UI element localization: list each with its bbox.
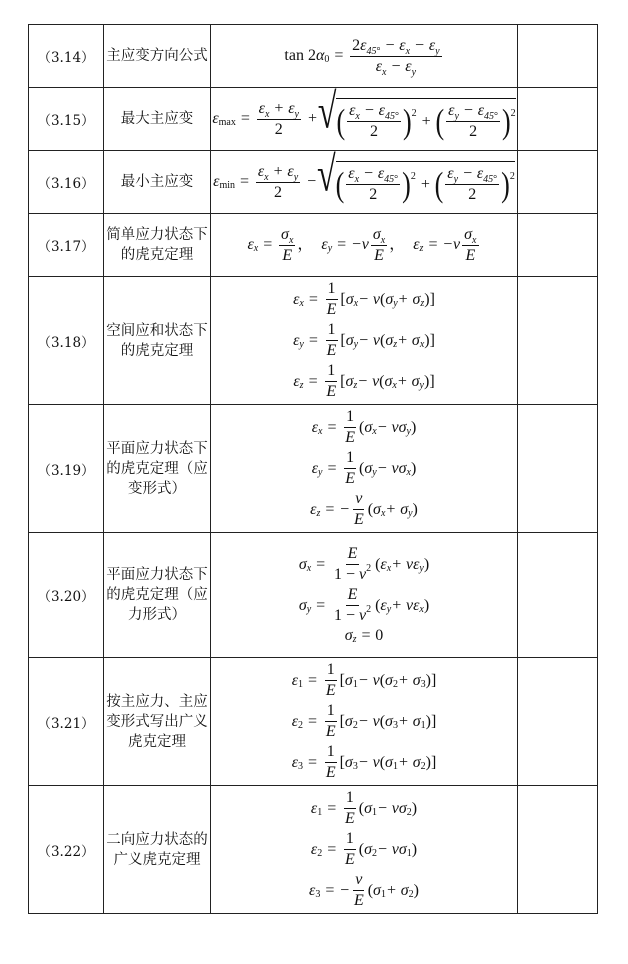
table-row — [29, 405, 598, 533]
table-row — [29, 277, 598, 405]
formula-simple-hooke: ε x = $\frac{\sigma_x}{E}$ ， ε y = −ν $\frac{\sigma_x}{E}$ ， ε z = −ν $\frac{\sigma_x}{E}$ — [211, 214, 518, 277]
formula-spatial-hooke: ε x = $\frac{1}{E}$ [ σ x − ν ( σ y + σ z )] ε y = $\frac{1}{E}$ [ σ y − ν ( σ z + σ x )] ε z = $\frac{1}{E}$ [ σ z − ν ( σ x + σ y )] — [211, 277, 518, 405]
table-row — [29, 533, 598, 658]
equation-number: （3.20） — [29, 533, 104, 658]
table-row — [29, 25, 598, 88]
note-cell — [518, 533, 598, 658]
equation-number: （3.19） — [29, 405, 104, 533]
equation-name: 主应变方向公式 — [104, 25, 211, 88]
equation-name: 最大主应变 — [104, 88, 211, 151]
formula-table — [28, 24, 598, 914]
equation-name: 二向应力状态的广义虎克定理 — [104, 786, 211, 914]
note-cell — [518, 786, 598, 914]
formula-min-principal-strain: ε min = $\frac{\varepsilon_x + \varepsilon_y}{2}$ − √ ( $\frac{\varepsilon_x - \varepsilon_{45^\circ}}{2}$ ) 2 + ( $\frac{\varepsilon_y - \varepsilon_{45^\circ}}{2}$ ) 2 — [211, 151, 518, 214]
equation-name: 简单应力状态下的虎克定理 — [104, 214, 211, 277]
equation-number: （3.17） — [29, 214, 104, 277]
formula-principal-strain-direction: tan 2 α 0 = $\frac{2\varepsilon_{45^\circ} - \varepsilon_x - \varepsilon_y}{\varepsilon_x - \varepsilon_y}$ — [211, 25, 518, 88]
table-row — [29, 658, 598, 786]
note-cell — [518, 405, 598, 533]
formula-max-principal-strain: ε max = $\frac{\varepsilon_x + \varepsilon_y}{2}$ + √ ( $\frac{\varepsilon_x - \varepsilon_{45^\circ}}{2}$ ) 2 + ( $\frac{\varepsilon_y - \varepsilon_{45^\circ}}{2}$ ) 2 — [211, 88, 518, 151]
table-row — [29, 214, 598, 277]
note-cell — [518, 151, 598, 214]
formula-plane-stress-stress-form: σ x = $\frac{E}{1 - \nu^2}$ ( ε x + νε y ) σ y = $\frac{E}{1 - \nu^2}$ ( ε y + νε x ) σ z = 0 — [211, 533, 518, 658]
equation-number: （3.22） — [29, 786, 104, 914]
equation-number: （3.21） — [29, 658, 104, 786]
equation-name: 平面应力状态下的虎克定理（应变形式） — [104, 405, 211, 533]
equation-number: （3.16） — [29, 151, 104, 214]
equation-name: 空间应和状态下的虎克定理 — [104, 277, 211, 405]
note-cell — [518, 25, 598, 88]
note-cell — [518, 88, 598, 151]
table-row — [29, 151, 598, 214]
equation-number: （3.14） — [29, 25, 104, 88]
note-cell — [518, 214, 598, 277]
note-cell — [518, 658, 598, 786]
note-cell — [518, 277, 598, 405]
equation-number: （3.18） — [29, 277, 104, 405]
formula-biaxial-hooke: ε 1 = $\frac{1}{E}$ ( σ 1 − νσ 2 ) ε 2 = $\frac{1}{E}$ ( σ 2 − νσ 1 ) ε 3 = − $\frac{\nu}{E}$ ( σ 1 + σ 2 ) — [211, 786, 518, 914]
equation-number: （3.15） — [29, 88, 104, 151]
formula-plane-stress-strain-form: ε x = $\frac{1}{E}$ ( σ x − νσ y ) ε y = $\frac{1}{E}$ ( σ y − νσ x ) ε z = − $\frac{\nu}{E}$ ( σ x + σ y ) — [211, 405, 518, 533]
table-row — [29, 786, 598, 914]
formula-principal-hooke: ε 1 = $\frac{1}{E}$ [ σ 1 − ν ( σ 2 + σ 3 )] ε 2 = $\frac{1}{E}$ [ σ 2 − ν ( σ 3 + σ 1 )] ε 3 = $\frac{1}{E}$ [ σ 3 − ν ( σ 1 + σ 2 )] — [211, 658, 518, 786]
table-row — [29, 88, 598, 151]
equation-name: 最小主应变 — [104, 151, 211, 214]
equation-name: 平面应力状态下的虎克定理（应力形式） — [104, 533, 211, 658]
equation-name: 按主应力、主应变形式写出广义虎克定理 — [104, 658, 211, 786]
